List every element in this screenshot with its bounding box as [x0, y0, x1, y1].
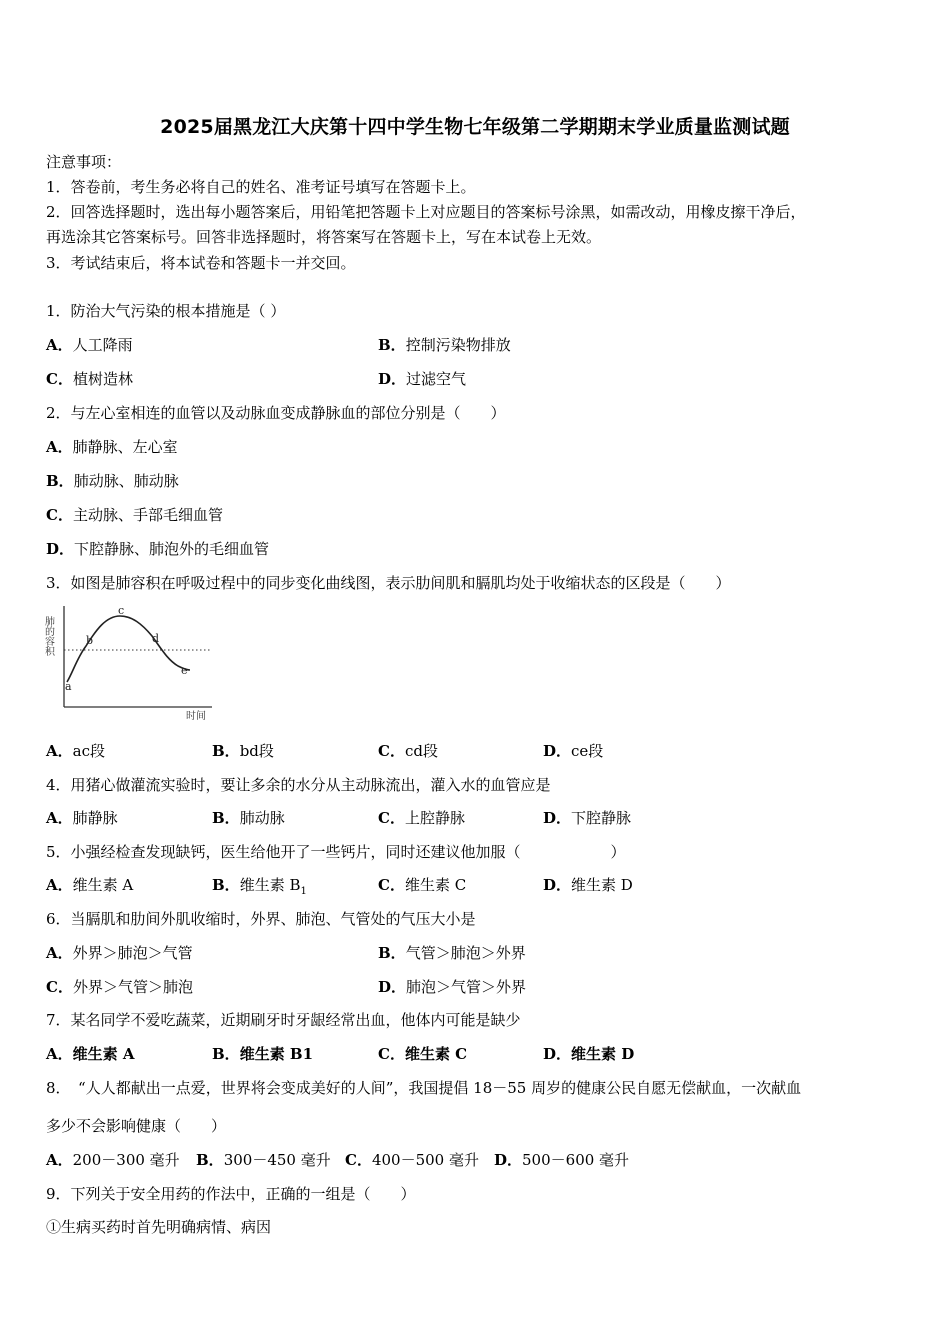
- option-subscript: 1: [300, 886, 307, 897]
- option-text: 维生素 D: [571, 1045, 635, 1063]
- q8-option-a: [46, 1150, 180, 1170]
- option-label: D．: [378, 978, 407, 996]
- point-label-b: b: [86, 634, 94, 647]
- question-8-stem-cont: 多少不会影响健康（ ）: [46, 1117, 227, 1135]
- q6-option-c: [46, 977, 193, 997]
- question-4-stem: 4．用猪心做灌流实验时，要让多余的水分从主动脉流出，灌入水的血管应是: [46, 776, 551, 794]
- question-9-stem: 9．下列关于安全用药的作法中，正确的一组是（ ）: [46, 1185, 416, 1203]
- q8-option-c: [345, 1150, 479, 1170]
- option-text: 人工降雨: [72, 336, 133, 354]
- option-label: B．: [378, 944, 406, 962]
- option-label: A．: [46, 336, 73, 354]
- option-label: A．: [46, 742, 73, 760]
- figure-y-label: 肺的容积: [42, 616, 54, 656]
- question-1-stem: 1．防治大气污染的根本措施是（ ）: [46, 302, 286, 320]
- option-text: 维生素 A: [72, 876, 134, 894]
- option-text: 维生素 D: [571, 876, 633, 894]
- option-text: ce段: [571, 742, 604, 760]
- option-label: B．: [212, 876, 240, 894]
- option-text: 维生素 B: [239, 876, 301, 894]
- option-text: 肺泡＞气管＞外界: [406, 978, 527, 996]
- option-label: D．: [494, 1151, 523, 1169]
- q7-option-a: [46, 1044, 135, 1064]
- option-label: D．: [543, 742, 572, 760]
- option-label: A．: [46, 438, 73, 456]
- option-label: B．: [378, 336, 406, 354]
- option-text: 肺动脉: [239, 809, 285, 827]
- q8-option-d: [494, 1150, 629, 1170]
- point-label-e: e: [181, 664, 188, 677]
- option-text: 上腔静脉: [404, 809, 465, 827]
- option-label: B．: [212, 809, 240, 827]
- q6-option-d: [378, 977, 526, 997]
- option-label: C．: [46, 978, 73, 996]
- option-label: D．: [378, 370, 407, 388]
- q2-option-d: [46, 539, 269, 559]
- q1-option-c: [46, 369, 133, 389]
- option-text: bd段: [239, 742, 274, 760]
- notice-item-2: 2．回答选择题时，选出每小题答案后，用铅笔把答题卡上对应题目的答案标号涂黑，如需改动，用橡皮擦干净后，: [46, 203, 806, 221]
- option-text: 过滤空气: [406, 370, 467, 388]
- q6-option-b: [378, 943, 526, 963]
- q5-option-b: [212, 875, 307, 902]
- option-text: 下腔静脉: [571, 809, 632, 827]
- option-label: B．: [196, 1151, 224, 1169]
- option-text: ac段: [72, 742, 105, 760]
- option-label: A．: [46, 1045, 73, 1063]
- option-text: 植树造林: [72, 370, 133, 388]
- option-text: 维生素 B1: [239, 1045, 314, 1063]
- option-text: 500－600 毫升: [522, 1151, 630, 1169]
- option-text: 200－300 毫升: [72, 1151, 180, 1169]
- q7-option-c: [378, 1044, 467, 1064]
- option-text: 肺静脉、左心室: [72, 438, 178, 456]
- question-8-stem: 8． “人人都献出一点爱，世界将会变成美好的人间”，我国提倡 18－55 周岁的健康公民自愿无偿献血，一次献血: [46, 1079, 802, 1097]
- notice-item-1: 1．答卷前，考生务必将自己的姓名、准考证号填写在答题卡上。: [46, 178, 476, 196]
- option-label: C．: [378, 742, 405, 760]
- option-label: B．: [212, 742, 240, 760]
- option-text: 维生素 C: [404, 1045, 468, 1063]
- q5-option-d: [543, 875, 633, 895]
- option-text: 维生素 C: [404, 876, 467, 894]
- q3-option-b: [212, 741, 274, 761]
- q7-option-b: [212, 1044, 313, 1064]
- q2-option-c: [46, 505, 223, 525]
- q6-option-a: [46, 943, 193, 963]
- option-label: C．: [46, 506, 73, 524]
- option-label: B．: [212, 1045, 240, 1063]
- q5-option-a: [46, 875, 133, 895]
- q2-option-b: [46, 471, 179, 491]
- option-text: cd段: [404, 742, 438, 760]
- option-label: A．: [46, 876, 73, 894]
- option-label: A．: [46, 1151, 73, 1169]
- option-text: 300－450 毫升: [223, 1151, 331, 1169]
- option-label: C．: [378, 809, 405, 827]
- option-text: 下腔静脉、肺泡外的毛细血管: [74, 540, 270, 558]
- option-label: D．: [46, 540, 75, 558]
- q3-option-a: [46, 741, 105, 761]
- option-label: A．: [46, 809, 73, 827]
- option-label: D．: [543, 876, 572, 894]
- q3-option-c: [378, 741, 438, 761]
- option-label: C．: [378, 876, 405, 894]
- q1-option-d: [378, 369, 466, 389]
- question-3-stem: 3．如图是肺容积在呼吸过程中的同步变化曲线图，表示肋间肌和膈肌均处于收缩状态的区段是（ ）: [46, 574, 731, 592]
- point-label-d: d: [152, 632, 160, 645]
- option-text: 控制污染物排放: [405, 336, 511, 354]
- option-label: D．: [543, 1045, 572, 1063]
- question-6-stem: 6．当膈肌和肋间外肌收缩时，外界、肺泡、气管处的气压大小是: [46, 910, 476, 928]
- point-label-c: c: [118, 604, 125, 617]
- q3-option-d: [543, 741, 603, 761]
- notice-item-2-cont: 再选涂其它答案标号。回答非选择题时，将答案写在答题卡上，写在本试卷上无效。: [46, 228, 602, 246]
- q4-option-c: [378, 808, 465, 828]
- q4-option-d: [543, 808, 631, 828]
- option-label: C．: [345, 1151, 372, 1169]
- option-text: 气管＞肺泡＞外界: [405, 944, 526, 962]
- q1-option-b: [378, 335, 511, 355]
- option-text: 外界＞肺泡＞气管: [72, 944, 193, 962]
- q1-option-a: [46, 335, 133, 355]
- option-text: 肺静脉: [72, 809, 118, 827]
- q7-option-d: [543, 1044, 634, 1064]
- question-2-stem: 2．与左心室相连的血管以及动脉血变成静脉血的部位分别是（ ）: [46, 404, 506, 422]
- point-label-a: a: [65, 680, 72, 693]
- volume-curve: [67, 616, 190, 682]
- q9-item-1: ①生病买药时首先明确病情、病因: [46, 1218, 272, 1236]
- option-text: 400－500 毫升: [371, 1151, 479, 1169]
- exam-title: 2025届黑龙江大庆第十四中学生物七年级第二学期期末学业质量监测试题: [160, 116, 790, 138]
- lung-volume-figure: [40, 602, 230, 722]
- option-label: B．: [46, 472, 74, 490]
- q8-option-b: [196, 1150, 331, 1170]
- option-text: 主动脉、手部毛细血管: [72, 506, 223, 524]
- question-7-stem: 7．某名同学不爱吃蔬菜，近期刷牙时牙龈经常出血，他体内可能是缺少: [46, 1011, 521, 1029]
- notice-heading: 注意事项：: [46, 153, 122, 171]
- option-label: C．: [378, 1045, 405, 1063]
- option-label: C．: [46, 370, 73, 388]
- option-text: 维生素 A: [72, 1045, 135, 1063]
- q4-option-a: [46, 808, 118, 828]
- option-text: 外界＞气管＞肺泡: [72, 978, 193, 996]
- figure-x-label: 时间: [186, 711, 206, 722]
- option-label: A．: [46, 944, 73, 962]
- q4-option-b: [212, 808, 285, 828]
- option-text: 肺动脉、肺动脉: [73, 472, 179, 490]
- q5-option-c: [378, 875, 466, 895]
- q2-option-a: [46, 437, 178, 457]
- option-label: D．: [543, 809, 572, 827]
- question-5-stem: 5．小强经检查发现缺钙，医生给他开了一些钙片，同时还建议他加服（ ）: [46, 843, 626, 861]
- notice-item-3: 3．考试结束后，将本试卷和答题卡一并交回。: [46, 254, 356, 272]
